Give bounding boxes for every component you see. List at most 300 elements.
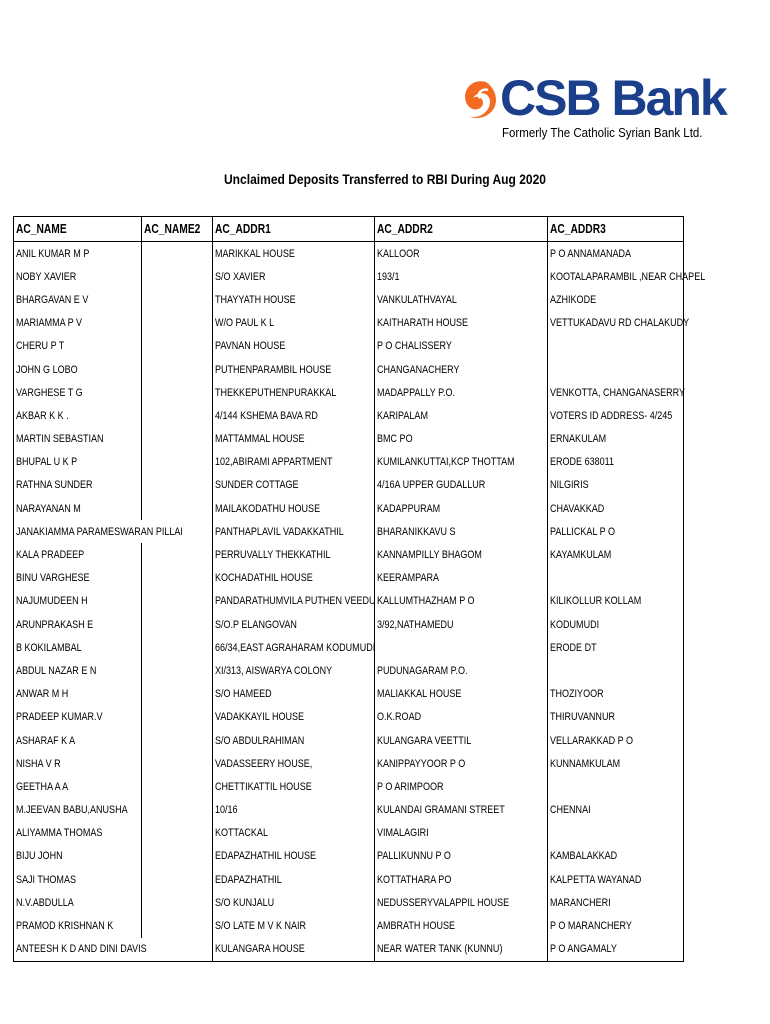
table-cell bbox=[375, 891, 548, 914]
cell-text: KAMBALAKKAD bbox=[550, 850, 618, 863]
column-header bbox=[213, 217, 375, 242]
table-cell bbox=[213, 358, 375, 381]
cell-text: KOCHADATHIL HOUSE bbox=[215, 572, 313, 585]
table-cell bbox=[142, 265, 213, 288]
table-cell bbox=[142, 613, 213, 636]
table-cell bbox=[548, 822, 684, 845]
table-row bbox=[14, 868, 684, 891]
table-cell bbox=[14, 497, 142, 520]
cell-text: PERRUVALLY THEKKATHIL bbox=[215, 549, 331, 562]
table-cell bbox=[142, 799, 213, 822]
column-header-label: AC_ADDR1 bbox=[215, 222, 271, 236]
cell-text: BINU VARGHESE bbox=[16, 572, 90, 585]
cell-text: ANWAR M H bbox=[16, 688, 69, 701]
table-cell bbox=[213, 567, 375, 590]
table-cell bbox=[548, 683, 684, 706]
table-row bbox=[14, 497, 684, 520]
table-cell bbox=[142, 729, 213, 752]
table-cell bbox=[213, 543, 375, 566]
table-cell bbox=[142, 868, 213, 891]
cell-text: KUNNAMKULAM bbox=[550, 757, 621, 770]
table-cell bbox=[213, 335, 375, 358]
cell-text: S/O ABDULRAHIMAN bbox=[215, 734, 305, 747]
cell-text: PRAMOD KRISHNAN K bbox=[16, 920, 114, 933]
cell-text: VETTUKADAVU RD CHALAKUDY bbox=[550, 317, 690, 330]
cell-text: ERODE DT bbox=[550, 641, 597, 654]
table-cell bbox=[548, 497, 684, 520]
cell-text: GEETHA A A bbox=[16, 780, 69, 793]
cell-text: BHUPAL U K P bbox=[16, 456, 78, 469]
cell-text: CHAVAKKAD bbox=[550, 502, 605, 515]
table-cell bbox=[142, 659, 213, 682]
table-cell bbox=[213, 868, 375, 891]
table-cell bbox=[142, 451, 213, 474]
table-cell bbox=[213, 636, 375, 659]
table-row bbox=[14, 520, 684, 543]
cell-text: PUDUNAGARAM P.O. bbox=[377, 664, 468, 677]
table-row bbox=[14, 729, 684, 752]
cell-text: VOTERS ID ADDRESS- 4/245 bbox=[550, 409, 673, 422]
csb-swirl-logo-icon bbox=[460, 76, 500, 122]
table-cell bbox=[14, 868, 142, 891]
table-cell bbox=[142, 543, 213, 566]
cell-text: CHETTIKATTIL HOUSE bbox=[215, 780, 312, 793]
cell-text: PANDARATHUMVILA PUTHEN VEEDU bbox=[215, 595, 376, 608]
table-row bbox=[14, 914, 684, 937]
cell-text: ANTEESH K D AND DINI DAVIS bbox=[16, 943, 147, 956]
cell-text: VADASSEERY HOUSE, bbox=[215, 757, 313, 770]
cell-text: 193/1 bbox=[377, 270, 400, 283]
cell-text: MALIAKKAL HOUSE bbox=[377, 688, 462, 701]
table-cell bbox=[548, 914, 684, 937]
table-cell bbox=[14, 451, 142, 474]
cell-text: BIJU JOHN bbox=[16, 850, 63, 863]
table-cell bbox=[142, 683, 213, 706]
table-cell bbox=[548, 543, 684, 566]
table-row bbox=[14, 613, 684, 636]
table-cell bbox=[375, 868, 548, 891]
cell-text: AZHIKODE bbox=[550, 293, 597, 306]
table-cell bbox=[142, 914, 213, 937]
table-row bbox=[14, 265, 684, 288]
table-cell bbox=[375, 938, 548, 962]
cell-text: KARIPALAM bbox=[377, 409, 428, 422]
table-cell bbox=[548, 358, 684, 381]
cell-text: KEERAMPARA bbox=[377, 572, 439, 585]
cell-text: KADAPPURAM bbox=[377, 502, 441, 515]
table-cell bbox=[14, 891, 142, 914]
table-row bbox=[14, 590, 684, 613]
cell-text: KANNAMPILLY BHAGOM bbox=[377, 549, 482, 562]
table-cell bbox=[213, 891, 375, 914]
cell-text: NAJUMUDEEN H bbox=[16, 595, 88, 608]
table-cell bbox=[375, 312, 548, 335]
cell-text: W/O PAUL K L bbox=[215, 317, 275, 330]
cell-text: S/O LATE M V K NAIR bbox=[215, 920, 307, 933]
table-cell bbox=[548, 335, 684, 358]
table-cell bbox=[375, 706, 548, 729]
cell-text: BMC PO bbox=[377, 433, 413, 446]
cell-text: VENKOTTA, CHANGANASERRY bbox=[550, 386, 685, 399]
table-cell bbox=[142, 775, 213, 798]
cell-text: THEKKEPUTHENPURAKKAL bbox=[215, 386, 337, 399]
cell-text: KULANDAI GRAMANI STREET bbox=[377, 804, 505, 817]
table-cell bbox=[375, 683, 548, 706]
table-row bbox=[14, 288, 684, 311]
table-cell bbox=[142, 845, 213, 868]
cell-text: NOBY XAVIER bbox=[16, 270, 77, 283]
cell-text: MAILAKODATHU HOUSE bbox=[215, 502, 321, 515]
cell-text: XI/313, AISWARYA COLONY bbox=[215, 664, 333, 677]
table-cell bbox=[14, 288, 142, 311]
table-row bbox=[14, 335, 684, 358]
cell-text: M.JEEVAN BABU,ANUSHA bbox=[16, 804, 128, 817]
table-row bbox=[14, 845, 684, 868]
cell-text: SUNDER COTTAGE bbox=[215, 479, 299, 492]
table-cell bbox=[548, 520, 684, 543]
table-cell bbox=[375, 636, 548, 659]
column-header-label: AC_ADDR3 bbox=[550, 222, 606, 236]
table-cell bbox=[142, 312, 213, 335]
cell-text: PAVNAN HOUSE bbox=[215, 340, 286, 353]
table-cell bbox=[213, 775, 375, 798]
table-cell bbox=[142, 242, 213, 266]
cell-text: THAYYATH HOUSE bbox=[215, 293, 296, 306]
table-cell bbox=[213, 404, 375, 427]
table-cell bbox=[375, 845, 548, 868]
table-row bbox=[14, 474, 684, 497]
table-cell bbox=[213, 520, 375, 543]
cell-text: KALLUMTHAZHAM P O bbox=[377, 595, 475, 608]
cell-text: EDAPAZHATHIL bbox=[215, 873, 282, 886]
table-cell bbox=[548, 381, 684, 404]
table-cell bbox=[375, 775, 548, 798]
cell-text: KOTTATHARA PO bbox=[377, 873, 452, 886]
table-row bbox=[14, 404, 684, 427]
table-cell bbox=[375, 358, 548, 381]
table-cell bbox=[375, 729, 548, 752]
table-cell bbox=[14, 265, 142, 288]
table-cell bbox=[142, 706, 213, 729]
table-cell bbox=[142, 567, 213, 590]
table-cell bbox=[548, 451, 684, 474]
column-header-label: AC_ADDR2 bbox=[377, 222, 433, 236]
table-cell bbox=[14, 590, 142, 613]
cell-text: NISHA V R bbox=[16, 757, 61, 770]
cell-text: P O ANNAMANADA bbox=[550, 247, 632, 260]
table-header bbox=[14, 217, 684, 242]
table-cell bbox=[14, 683, 142, 706]
table-cell bbox=[142, 891, 213, 914]
table-cell bbox=[213, 845, 375, 868]
table-cell bbox=[142, 752, 213, 775]
table-cell bbox=[14, 822, 142, 845]
cell-text: BHARGAVAN E V bbox=[16, 293, 89, 306]
table-cell bbox=[14, 404, 142, 427]
table-cell bbox=[142, 335, 213, 358]
table-cell bbox=[548, 636, 684, 659]
cell-text: KAYAMKULAM bbox=[550, 549, 612, 562]
table-cell bbox=[213, 451, 375, 474]
column-header-label: AC_NAME bbox=[16, 222, 67, 236]
table-cell bbox=[375, 381, 548, 404]
cell-text: ERODE 638011 bbox=[550, 456, 615, 469]
table-cell bbox=[14, 428, 142, 451]
table-cell bbox=[548, 613, 684, 636]
cell-text: MATTAMMAL HOUSE bbox=[215, 433, 305, 446]
table-cell bbox=[14, 520, 183, 543]
table-cell bbox=[213, 474, 375, 497]
table-cell bbox=[213, 914, 375, 937]
table-cell bbox=[375, 265, 548, 288]
cell-text: PALLICKAL P O bbox=[550, 525, 616, 538]
table-cell bbox=[375, 428, 548, 451]
table-cell bbox=[375, 404, 548, 427]
table-row bbox=[14, 938, 684, 962]
document-title: Unclaimed Deposits Transferred to RBI During Aug 2020 bbox=[223, 171, 547, 187]
cell-text: EDAPAZHATHIL HOUSE bbox=[215, 850, 317, 863]
cell-text: THOZIYOOR bbox=[550, 688, 604, 701]
table-cell bbox=[142, 590, 213, 613]
cell-text: ARUNPRAKASH E bbox=[16, 618, 94, 631]
table-cell bbox=[548, 938, 684, 962]
cell-text: PANTHAPLAVIL VADAKKATHIL bbox=[215, 525, 344, 538]
table-row bbox=[14, 381, 684, 404]
cell-text: RATHNA SUNDER bbox=[16, 479, 93, 492]
cell-text: S/O XAVIER bbox=[215, 270, 266, 283]
table-cell bbox=[375, 590, 548, 613]
cell-text: 3/92,NATHAMEDU bbox=[377, 618, 454, 631]
table-cell bbox=[14, 752, 142, 775]
table-cell bbox=[548, 288, 684, 311]
cell-text: NEAR WATER TANK (KUNNU) bbox=[377, 943, 503, 956]
cell-text: 66/34,EAST AGRAHARAM KODUMUDI bbox=[215, 641, 376, 654]
cell-text: PRADEEP KUMAR.V bbox=[16, 711, 103, 724]
table-cell bbox=[14, 474, 142, 497]
table-cell bbox=[548, 799, 684, 822]
cell-text: VADAKKAYIL HOUSE bbox=[215, 711, 305, 724]
table-cell bbox=[375, 799, 548, 822]
table-cell bbox=[375, 914, 548, 937]
cell-text: P O ARIMPOOR bbox=[377, 780, 444, 793]
table-body bbox=[14, 242, 706, 962]
cell-text: ABDUL NAZAR E N bbox=[16, 664, 97, 677]
cell-text: ASHARAF K A bbox=[16, 734, 76, 747]
table-row bbox=[14, 822, 684, 845]
table-cell bbox=[142, 938, 213, 962]
cell-text: KULANGARA VEETTIL bbox=[377, 734, 472, 747]
table-cell bbox=[213, 729, 375, 752]
table-cell bbox=[548, 474, 684, 497]
table-cell bbox=[548, 242, 684, 266]
cell-text: S/O HAMEED bbox=[215, 688, 272, 701]
column-header bbox=[548, 217, 684, 242]
cell-text: THIRUVANNUR bbox=[550, 711, 615, 724]
table-cell bbox=[142, 288, 213, 311]
table-cell bbox=[375, 451, 548, 474]
table-cell bbox=[213, 242, 375, 266]
table-row bbox=[14, 451, 684, 474]
cell-text: B KOKILAMBAL bbox=[16, 641, 82, 654]
table-cell bbox=[14, 381, 142, 404]
cell-text: KALPETTA WAYANAD bbox=[550, 873, 642, 886]
table-cell bbox=[548, 752, 684, 775]
table-cell bbox=[548, 590, 684, 613]
cell-text: KUMILANKUTTAI,KCP THOTTAM bbox=[377, 456, 515, 469]
table-cell bbox=[142, 428, 213, 451]
table-cell bbox=[14, 358, 142, 381]
table-cell bbox=[142, 404, 213, 427]
cell-text: BHARANIKKAVU S bbox=[377, 525, 456, 538]
table-cell bbox=[14, 729, 142, 752]
table-cell bbox=[14, 938, 147, 962]
deposits-table bbox=[13, 216, 706, 962]
table-cell bbox=[14, 706, 142, 729]
bank-logo bbox=[460, 68, 726, 148]
table-cell bbox=[14, 775, 142, 798]
table-cell bbox=[213, 590, 375, 613]
table-cell bbox=[213, 312, 375, 335]
cell-text: MARIAMMA P V bbox=[16, 317, 82, 330]
table-cell bbox=[14, 613, 142, 636]
cell-text: MARTIN SEBASTIAN bbox=[16, 433, 104, 446]
table-cell bbox=[548, 659, 684, 682]
table-cell bbox=[548, 891, 684, 914]
table-row bbox=[14, 428, 684, 451]
table-cell bbox=[14, 659, 142, 682]
cell-text: AKBAR K K . bbox=[16, 409, 69, 422]
cell-text: ERNAKULAM bbox=[550, 433, 607, 446]
table-cell bbox=[213, 706, 375, 729]
cell-text: MARANCHERI bbox=[550, 896, 611, 909]
table-cell bbox=[548, 729, 684, 752]
cell-text: 10/16 bbox=[215, 804, 238, 817]
cell-text: SAJI THOMAS bbox=[16, 873, 76, 886]
cell-text: VIMALAGIRI bbox=[377, 827, 429, 840]
cell-text: PUTHENPARAMBIL HOUSE bbox=[215, 363, 332, 376]
cell-text: 102,ABIRAMI APPARTMENT bbox=[215, 456, 333, 469]
table-cell bbox=[213, 752, 375, 775]
table-cell bbox=[14, 242, 142, 266]
cell-text: N.V.ABDULLA bbox=[16, 896, 74, 909]
table-row bbox=[14, 358, 684, 381]
brand-name: CSB Bank bbox=[500, 70, 726, 126]
cell-text: ANIL KUMAR M P bbox=[16, 247, 90, 260]
table-row bbox=[14, 775, 684, 798]
cell-text: S/O.P ELANGOVAN bbox=[215, 618, 297, 631]
table-cell bbox=[142, 474, 213, 497]
table-cell bbox=[375, 752, 548, 775]
table-cell bbox=[213, 288, 375, 311]
cell-text: P O MARANCHERY bbox=[550, 920, 632, 933]
cell-text: NILGIRIS bbox=[550, 479, 589, 492]
cell-text: KULANGARA HOUSE bbox=[215, 943, 305, 956]
table-cell bbox=[375, 543, 548, 566]
cell-text: KAITHARATH HOUSE bbox=[377, 317, 469, 330]
cell-text: NARAYANAN M bbox=[16, 502, 81, 515]
cell-text: ALIYAMMA THOMAS bbox=[16, 827, 103, 840]
cell-text: MADAPPALLY P.O. bbox=[377, 386, 456, 399]
table-cell bbox=[548, 567, 684, 590]
table-cell bbox=[548, 265, 706, 288]
table-cell bbox=[142, 381, 213, 404]
table-cell bbox=[142, 497, 213, 520]
table-cell bbox=[213, 799, 375, 822]
cell-text: JOHN G LOBO bbox=[16, 363, 78, 376]
table-cell bbox=[548, 706, 684, 729]
table-cell bbox=[375, 520, 548, 543]
column-header bbox=[375, 217, 548, 242]
table-cell bbox=[14, 567, 142, 590]
cell-text: VELLARAKKAD P O bbox=[550, 734, 634, 747]
table-cell bbox=[213, 265, 375, 288]
cell-text: KILIKOLLUR KOLLAM bbox=[550, 595, 642, 608]
cell-text: AMBRATH HOUSE bbox=[377, 920, 456, 933]
table-cell bbox=[213, 428, 375, 451]
table-row bbox=[14, 242, 684, 266]
brand-tagline: Formerly The Catholic Syrian Bank Ltd. bbox=[502, 126, 703, 140]
table-cell bbox=[375, 288, 548, 311]
table-cell bbox=[142, 636, 213, 659]
table-cell bbox=[14, 636, 142, 659]
table-cell bbox=[548, 845, 684, 868]
cell-text: KALA PRADEEP bbox=[16, 549, 85, 562]
table-cell bbox=[213, 822, 375, 845]
table-row bbox=[14, 312, 684, 335]
table-cell bbox=[213, 497, 375, 520]
table-cell bbox=[375, 242, 548, 266]
table-row bbox=[14, 706, 684, 729]
table-cell bbox=[14, 543, 142, 566]
cell-text: VARGHESE T G bbox=[16, 386, 83, 399]
table-cell bbox=[375, 567, 548, 590]
table-row bbox=[14, 683, 684, 706]
header-row bbox=[14, 217, 684, 242]
cell-text: O.K.ROAD bbox=[377, 711, 422, 724]
cell-text: S/O KUNJALU bbox=[215, 896, 275, 909]
table-cell bbox=[213, 938, 375, 962]
cell-text: P O ANGAMALY bbox=[550, 943, 617, 956]
table-row bbox=[14, 659, 684, 682]
table-cell bbox=[375, 474, 548, 497]
table-cell bbox=[213, 613, 375, 636]
table-row bbox=[14, 891, 684, 914]
cell-text: MARIKKAL HOUSE bbox=[215, 247, 295, 260]
table-cell bbox=[548, 868, 684, 891]
cell-text: KODUMUDI bbox=[550, 618, 600, 631]
cell-text: CHANGANACHERY bbox=[377, 363, 460, 376]
table-row bbox=[14, 752, 684, 775]
table-cell bbox=[142, 822, 213, 845]
cell-text: KOTTACKAL bbox=[215, 827, 268, 840]
table-cell bbox=[213, 683, 375, 706]
cell-text: 4/144 KSHEMA BAVA RD bbox=[215, 409, 318, 422]
table-row bbox=[14, 543, 684, 566]
table-cell bbox=[375, 497, 548, 520]
table-cell bbox=[14, 312, 142, 335]
cell-text: JANAKIAMMA PARAMESWARAN PILLAI bbox=[16, 525, 183, 538]
table-row bbox=[14, 636, 684, 659]
table-cell bbox=[213, 381, 375, 404]
table-cell bbox=[14, 799, 142, 822]
cell-text: KALLOOR bbox=[377, 247, 420, 260]
cell-text: CHERU P T bbox=[16, 340, 65, 353]
table-cell bbox=[375, 335, 548, 358]
table-cell bbox=[375, 822, 548, 845]
table-cell bbox=[14, 335, 142, 358]
cell-text: KOOTALAPARAMBIL ,NEAR CHAPEL bbox=[550, 270, 706, 283]
column-header bbox=[142, 217, 213, 242]
